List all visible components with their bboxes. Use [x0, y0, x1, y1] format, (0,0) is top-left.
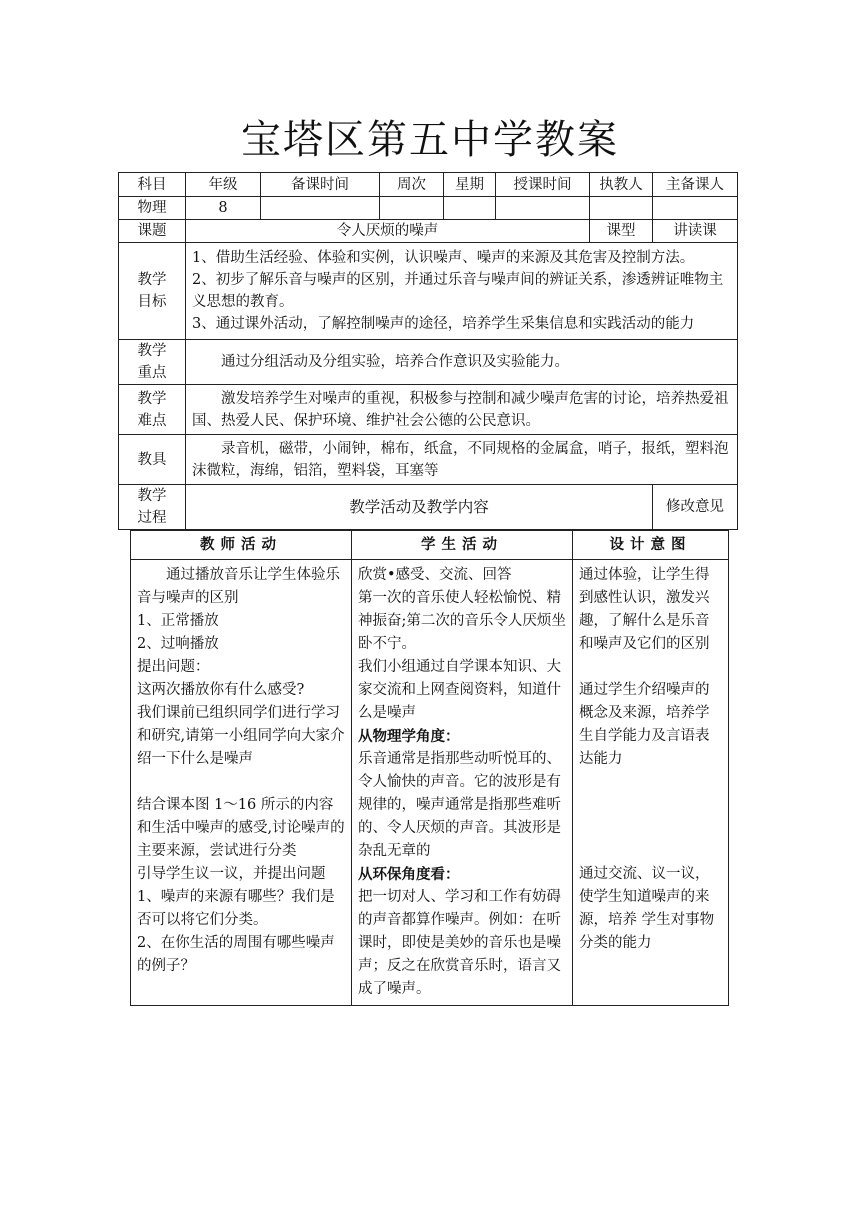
teacher-line: 1、正常播放	[137, 613, 219, 629]
empty-cell	[380, 197, 444, 220]
empty-cell	[590, 197, 653, 220]
teacher-line: 结合课本图 1～16 所示的内容和生活中噪声的感受,讨论噪声的主要来源，尝试进行分类	[137, 797, 345, 859]
student-line: 欣赏•感受、交流、回答	[358, 567, 512, 583]
difficulty-value: 激发培养学生对噪声的重视，积极参与控制和减少噪声危害的讨论，培养热爱祖国、热爱人民、保护环境、维护社会公德的公民意识。	[186, 385, 738, 435]
teacher-line: 这两次播放你有什么感受?	[137, 682, 305, 698]
goals-row	[119, 243, 738, 340]
tools-label: 教具	[119, 435, 186, 485]
intent-line: 通过学生介绍噪声的概念及来源，培养学生自学能力及言语表达能力	[579, 682, 710, 767]
difficulty-label-text: 教学难点	[137, 390, 167, 429]
student-line: 我们小组通过自学课本知识、大家交流和上网查阅资料，知道什么是噪声	[358, 659, 561, 721]
type-label: 课型	[590, 220, 653, 243]
header-cell: 科目	[119, 173, 186, 197]
process-row	[119, 485, 738, 530]
grade-value: 8	[186, 197, 261, 220]
topic-value: 令人厌烦的噪声	[186, 220, 590, 243]
page-title: 宝塔区第五中学教案	[241, 117, 619, 163]
header-cell: 周次	[380, 173, 444, 197]
student-heading: 从环保角度看：	[358, 866, 460, 883]
teacher-line: 1、噪声的来源有哪些？我们是否可以将它们分类。	[137, 889, 335, 928]
header-cell: 授课时间	[496, 173, 590, 197]
focus-value: 通过分组活动及分组实验，培养合作意识及实验能力。	[186, 340, 738, 385]
activity-body-row	[131, 560, 729, 1006]
activity-header-row	[131, 531, 729, 560]
teacher-activity-cell	[131, 560, 352, 1006]
process-content-label: 教学活动及教学内容	[186, 485, 653, 530]
design-intent-cell	[573, 560, 729, 1006]
header-cell: 星期	[444, 173, 496, 197]
spacer	[579, 771, 722, 794]
student-activity-cell	[352, 560, 573, 1006]
topic-label: 课题	[119, 220, 186, 243]
goal-item: 3、通过课外活动，了解控制噪声的途径，培养学生采集信息和实践活动的能力	[192, 316, 695, 332]
header-cell: 执教人	[590, 173, 653, 197]
spacer	[579, 840, 722, 863]
teacher-line: 引导学生议一议，并提出问题	[137, 866, 326, 882]
subject-value: 物理	[119, 197, 186, 220]
empty-cell	[261, 197, 380, 220]
intent-line: 通过体验，让学生得到感性认识，激发兴趣，了解什么是乐音和噪声及它们的区别	[579, 567, 710, 652]
teacher-line: 2、过响播放	[137, 636, 219, 652]
student-heading: 从物理学角度：	[358, 728, 460, 745]
goals-label-text: 教学目标	[137, 272, 167, 310]
header-cell: 主备课人	[653, 173, 738, 197]
spacer	[137, 771, 345, 794]
header-cell: 年级	[186, 173, 261, 197]
type-value: 讲读课	[653, 220, 738, 243]
header-row	[119, 173, 738, 197]
difficulty-row	[119, 385, 738, 435]
activity-table	[130, 530, 729, 1006]
tools-value: 录音机，磁带，小闹钟，棉布，纸盒，不同规格的金属盒，哨子，报纸，塑料泡沫微粒，海绵，铝箔，塑料袋，耳塞等	[186, 435, 738, 485]
student-activity-header: 学生活动	[352, 531, 573, 560]
revise-label: 修改意见	[653, 485, 738, 530]
process-label	[119, 485, 186, 530]
teacher-line: 我们课前已组织同学们进行学习和研究,请第一小组同学向大家介绍一下什么是噪声	[137, 705, 345, 767]
student-line: 第一次的音乐使人轻松愉悦、精神振奋;第二次的音乐令人厌烦坐卧不宁。	[358, 590, 566, 652]
intent-line: 通过交流、议一议，使学生知道噪声的来源，培养 学生对事物分类的能力	[579, 866, 715, 951]
tools-row	[119, 435, 738, 485]
topic-row	[119, 220, 738, 243]
spacer	[579, 656, 722, 679]
focus-label-text: 教学重点	[137, 343, 167, 381]
teacher-activity-header: 教师活动	[131, 531, 352, 560]
goal-item: 2、初步了解乐音与噪声的区别，并通过乐音与噪声间的辨证关系，渗透辨证唯物主义思想的教育。	[192, 272, 724, 310]
lesson-plan-table	[118, 172, 738, 530]
empty-cell	[653, 197, 738, 220]
design-intent-header: 设计意图	[573, 531, 729, 560]
student-line: 把一切对人、学习和工作有妨碍的声音都算作噪声。例如：在听课时，即使是美妙的音乐也是噪声；反之在欣赏音乐时，语言又成了噪声。	[358, 889, 561, 997]
goals-content	[186, 243, 738, 340]
teacher-line: 提出问题：	[137, 659, 210, 675]
empty-cell	[496, 197, 590, 220]
focus-row	[119, 340, 738, 385]
goal-item: 1、借助生活经验、体验和实例，认识噪声、噪声的来源及其危害及控制方法。	[192, 250, 695, 266]
difficulty-label	[119, 385, 186, 435]
spacer	[579, 817, 722, 840]
teacher-line: 2、在你生活的周围有哪些噪声的例子？	[137, 935, 335, 974]
empty-cell	[444, 197, 496, 220]
process-label-text: 教学过程	[137, 488, 167, 526]
spacer	[579, 794, 722, 817]
goals-label	[119, 243, 186, 340]
header-cell: 备课时间	[261, 173, 380, 197]
student-line: 乐音通常是指那些动听悦耳的、令人愉快的声音。它的波形是有规律的，噪声通常是指那些难听的、令人厌烦的声音。其波形是杂乱无章的	[358, 751, 561, 859]
focus-label	[119, 340, 186, 385]
teacher-line: 通过播放音乐让学生体验乐音与噪声的区别	[137, 567, 340, 606]
info-row	[119, 197, 738, 220]
